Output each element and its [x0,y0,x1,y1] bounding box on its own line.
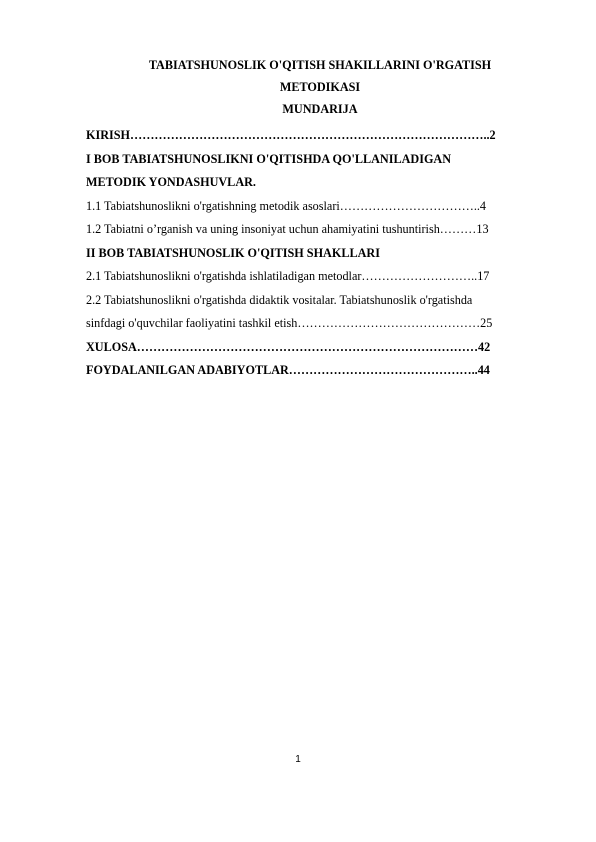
table-of-contents [86,124,556,383]
toc-entry-1-1: 1.1 Tabiatshunoslikni o'rgatishning metodik asoslari……………………………..4 [86,198,487,213]
toc-chapter-1-title-line-2: METODIK YONDASHUVLAR. [86,175,256,189]
toc-entry-bibliography: FOYDALANILGAN ADABIYOTLAR………………………………………..44 [86,363,490,377]
toc-chapter-2-title: II BOB TABIATSHUNOSLIK O'QITISH SHAKLLARI [86,245,380,260]
toc-entry-2-2-line-1: 2.2 Tabiatshunoslikni o'rgatishda didaktik vositalar. Tabiatshunoslik o'rgatishda [86,292,473,307]
toc-entry-xulosa: XULOSA…………………………………………………………………………42 [86,339,491,354]
toc-chapter-1-title-line-1: I BOB TABIATSHUNOSLIKNI O'QITISHDA QO'LLANILADIGAN [86,151,452,166]
toc-entry-1-2: 1.2 Tabiatni o’rganish va uning insoniyat uchun ahamiyatini tushuntirish………13 [86,222,489,236]
title-block [86,54,554,120]
document-title-line-1: TABIATSHUNOSLIK O'QITISH SHAKILLARINI O'RGATISH [148,58,492,72]
document-title-line-2: METODIKASI [279,80,361,94]
toc-heading: MUNDARIJA [282,102,358,116]
toc-entry-2-1: 2.1 Tabiatshunoslikni o'rgatishda ishlatiladigan metodlar………………………..17 [86,269,490,283]
toc-entry-kirish: KIRISH……………………………………………………………………………..2 [86,128,496,142]
page-number: 1 [295,754,301,765]
toc-entry-2-2-line-2: sinfdagi o'quvchilar faoliyatini tashkil etish………………………………………25 [86,316,493,330]
